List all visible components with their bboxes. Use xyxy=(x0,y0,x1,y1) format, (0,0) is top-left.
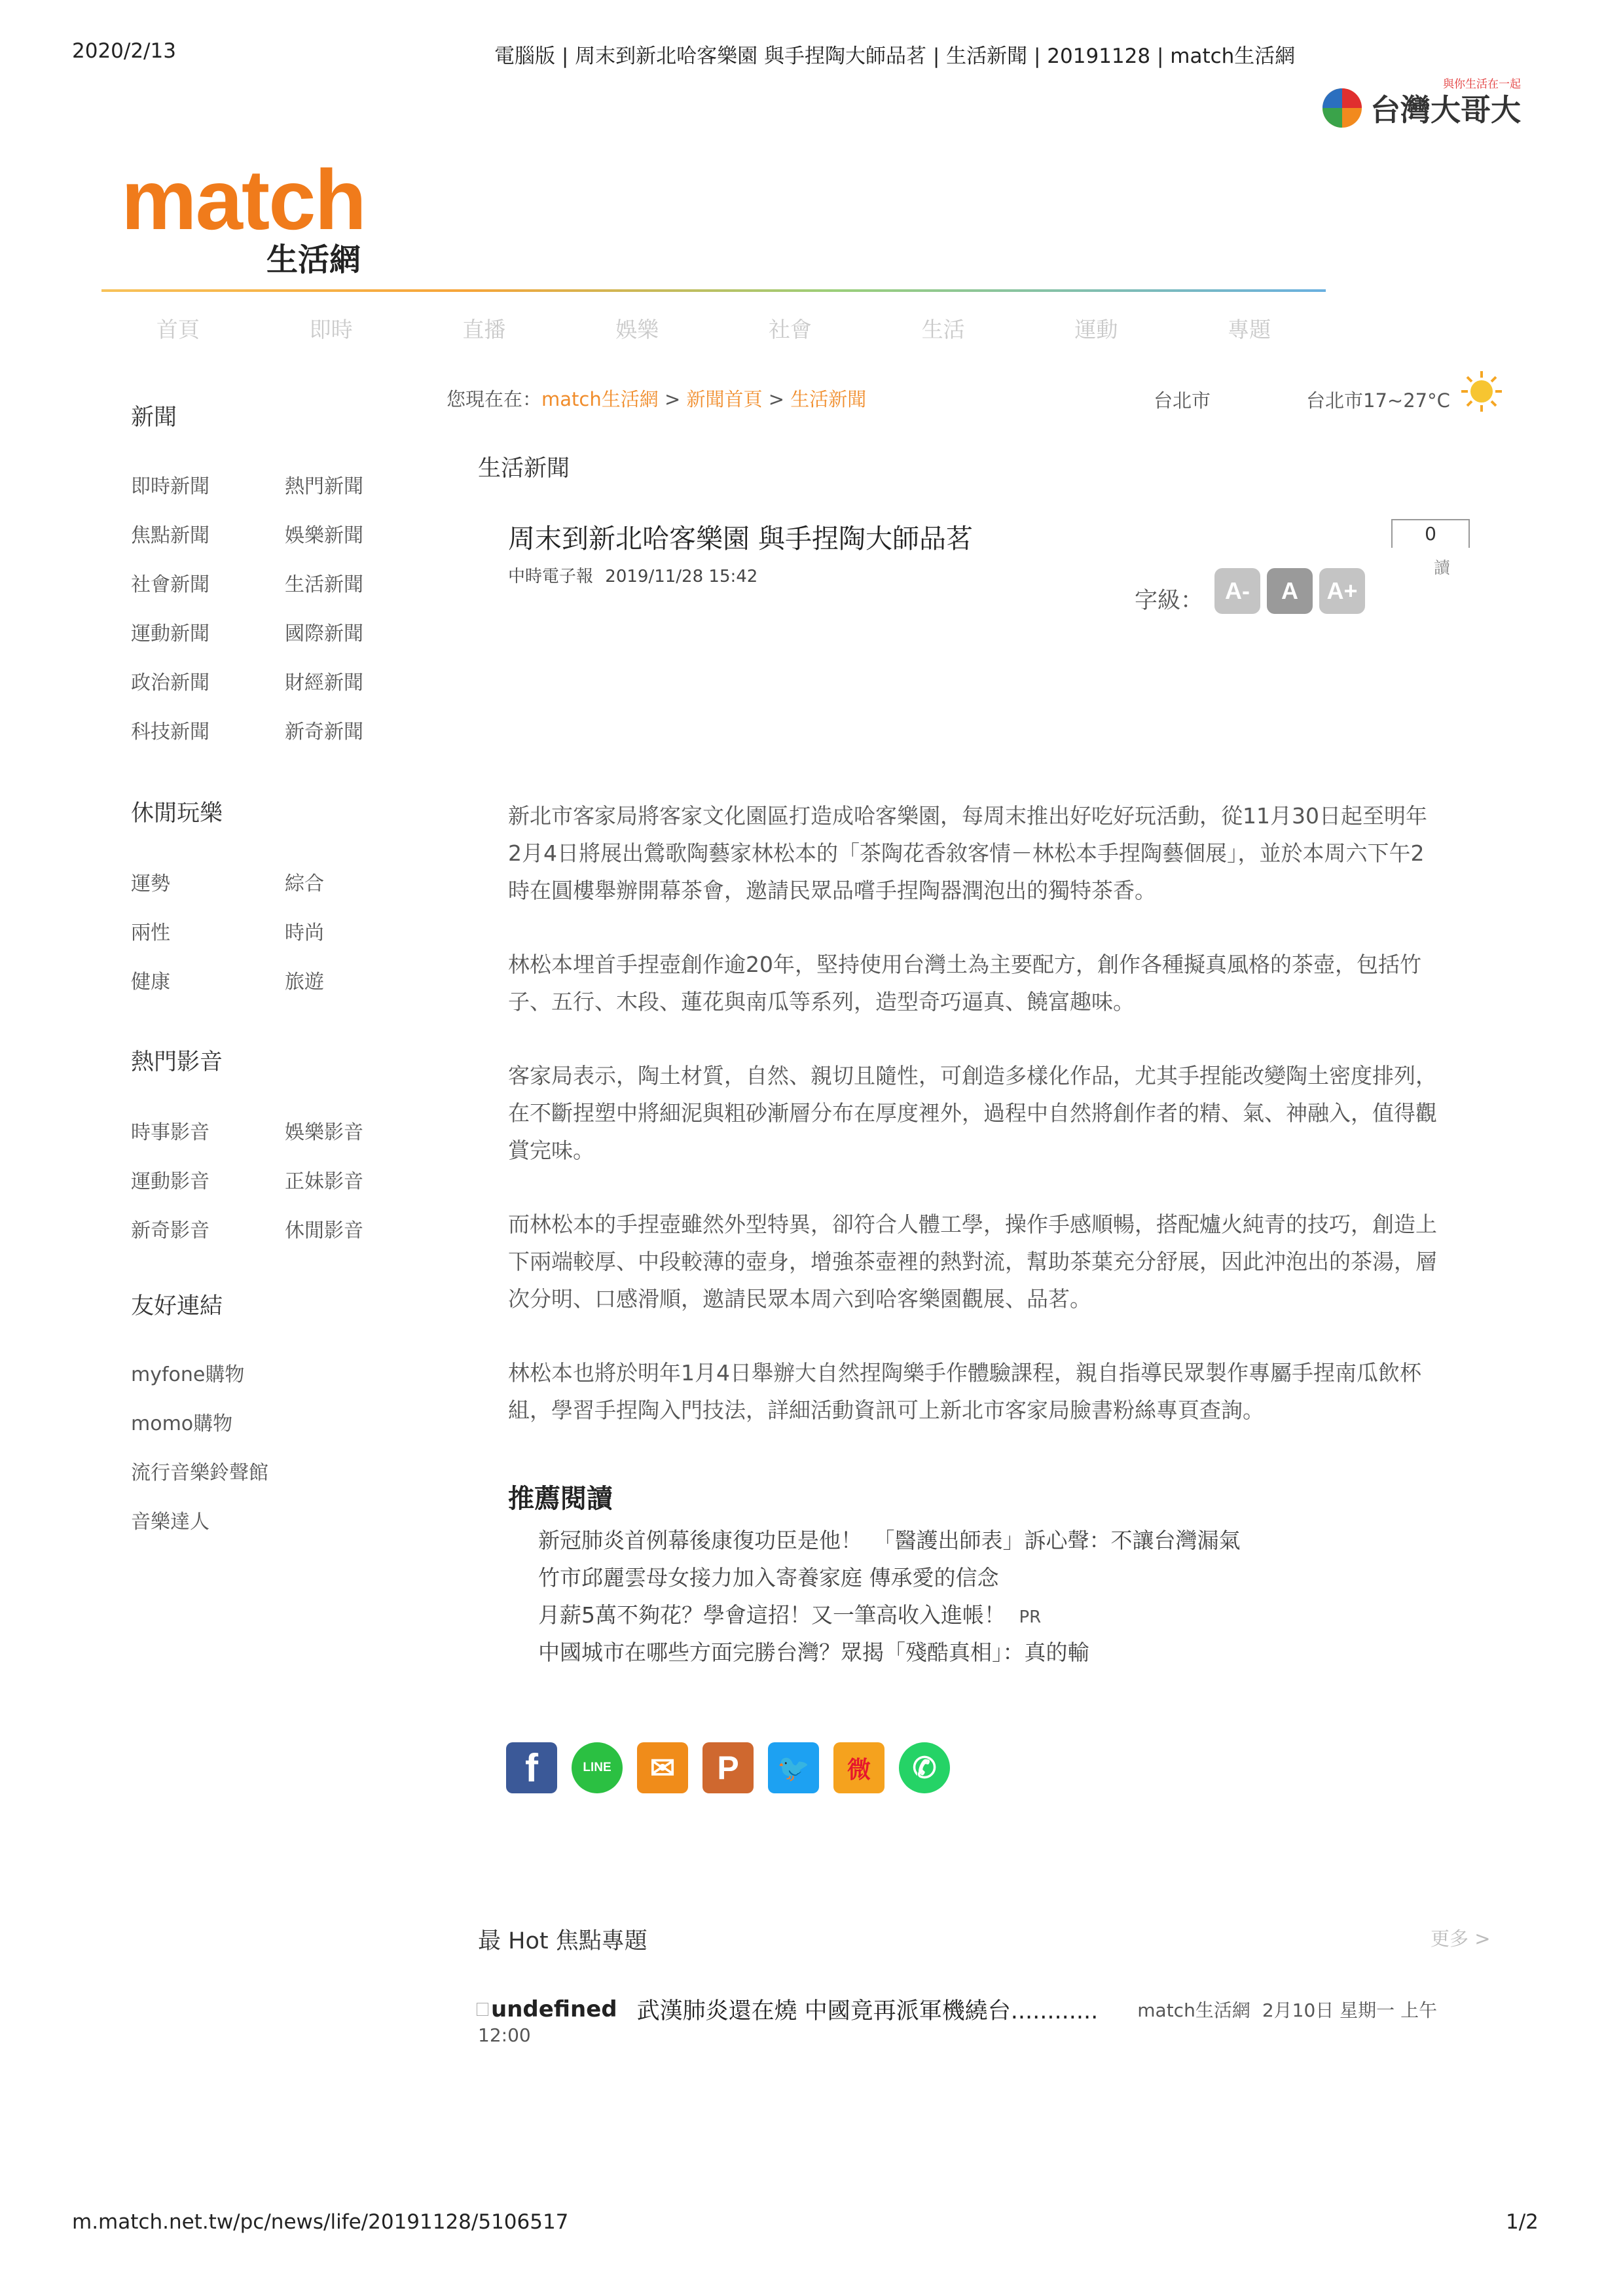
partner-slogan: 與你生活在一起 xyxy=(1443,78,1521,91)
article-title: 周末到新北哈客樂園 與手捏陶大師品茗 xyxy=(508,523,974,554)
sidebar-title-news: 新聞 xyxy=(131,404,177,431)
sidebar-link[interactable]: 流行音樂鈴聲館 xyxy=(131,1462,268,1484)
main-nav xyxy=(101,313,1326,344)
sidebar-link[interactable]: 新奇影音 xyxy=(131,1219,210,1242)
sidebar-link[interactable]: myfone購物 xyxy=(131,1363,245,1386)
hot-more-link[interactable]: 更多 > xyxy=(1431,1928,1491,1950)
sidebar-link[interactable]: 娛樂新聞 xyxy=(285,524,363,547)
nav-item-topics[interactable]: 專題 xyxy=(1228,317,1271,342)
sidebar-link[interactable]: 休閒影音 xyxy=(285,1219,363,1242)
breadcrumb xyxy=(447,385,866,412)
email-share-icon[interactable]: ✉ xyxy=(637,1742,688,1793)
nav-item-entertainment[interactable]: 娛樂 xyxy=(615,317,659,342)
sidebar-link[interactable]: 政治新聞 xyxy=(131,672,210,694)
print-url: m.match.net.tw/pc/news/life/20191128/5106517 xyxy=(72,2210,569,2234)
print-page-title: 電腦版 | 周末到新北哈客樂園 與手捏陶大師品茗 | 生活新聞 | 20191128 | match生活網 xyxy=(494,45,1296,68)
breadcrumb-prefix: 您現在在： xyxy=(447,388,542,410)
partner-name: 台灣大哥大 xyxy=(1370,92,1521,128)
sidebar-title-leisure: 休閒玩樂 xyxy=(131,800,223,827)
sidebar-link[interactable]: 熱門新聞 xyxy=(285,475,363,498)
sidebar-link[interactable]: 社會新聞 xyxy=(131,573,210,596)
hot-title: 最 Hot 焦點專題 xyxy=(478,1928,647,1954)
sidebar-link[interactable]: 即時新聞 xyxy=(131,475,210,498)
recommend-item[interactable]: 竹市邱麗雲母女接力加入寄養家庭 傳承愛的信念 xyxy=(538,1565,999,1590)
sidebar-link[interactable]: 生活新聞 xyxy=(285,573,363,596)
nav-item-live[interactable]: 直播 xyxy=(462,317,506,342)
hot-item[interactable] xyxy=(477,1993,1437,2026)
sidebar-link[interactable]: 運動影音 xyxy=(131,1170,210,1193)
print-date: 2020/2/13 xyxy=(72,39,176,63)
article-paragraph: 而林松本的手捏壺雖然外型特異，卻符合人體工學，操作手感順暢，搭配爐火純青的技巧，創造上下兩端較厚、中段較薄的壺身，增強茶壺裡的熱對流，幫助茶葉充分舒展，因此沖泡出的茶湯，層次分明、口感滑順，邀請民眾本周六到哈客樂園觀展、品茗。 xyxy=(508,1211,1437,1312)
broken-image-icon xyxy=(477,2003,488,2016)
sidebar-link[interactable]: 科技新聞 xyxy=(131,721,210,744)
nav-item-society[interactable]: 社會 xyxy=(768,317,812,342)
sidebar-link[interactable]: momo購物 xyxy=(131,1412,233,1435)
weibo-share-icon[interactable]: 微 xyxy=(833,1742,884,1793)
partner-logo-icon xyxy=(1319,85,1365,131)
sidebar-link[interactable]: 時事影音 xyxy=(131,1121,210,1144)
recommend-title: 推薦閱讀 xyxy=(508,1484,613,1514)
pr-tag: PR xyxy=(1019,1607,1042,1627)
article-source: 中時電子報 xyxy=(508,567,594,586)
read-count-label: 讀 xyxy=(1434,558,1451,577)
site-logo-sub: 生活網 xyxy=(266,242,361,278)
breadcrumb-item-news[interactable]: 新聞首頁 xyxy=(686,388,763,410)
weather-forecast: 台北市17~27°C xyxy=(1306,389,1450,412)
read-count: 0 xyxy=(1391,519,1470,548)
hot-item-source: match生活網 xyxy=(1137,2000,1250,2021)
header-divider xyxy=(101,289,1326,292)
sidebar-link[interactable]: 娛樂影音 xyxy=(285,1121,363,1144)
sidebar-link[interactable]: 兩性 xyxy=(131,922,170,944)
sidebar-link[interactable]: 國際新聞 xyxy=(285,622,363,645)
weather-city[interactable]: 台北市 xyxy=(1154,389,1211,412)
sidebar-link[interactable]: 運動新聞 xyxy=(131,622,210,645)
sidebar-link[interactable]: 運勢 xyxy=(131,872,170,895)
hot-item-headline: 武漢肺炎還在燒 中國竟再派軍機繞台............ xyxy=(636,1998,1099,2024)
recommend-item[interactable]: 中國城市在哪些方面完勝台灣？眾揭「殘酷真相」：真的輸 xyxy=(538,1640,1089,1665)
nav-item-life[interactable]: 生活 xyxy=(921,317,965,342)
print-page-number: 1/2 xyxy=(1506,2210,1539,2234)
hot-item-image-alt: undefined xyxy=(491,1996,617,2022)
breadcrumb-item-life[interactable]: 生活新聞 xyxy=(790,388,867,410)
sun-icon xyxy=(1460,370,1503,416)
breadcrumb-item-home[interactable]: match生活網 xyxy=(541,388,659,410)
sidebar-link[interactable]: 時尚 xyxy=(285,922,324,944)
breadcrumb-separator: > xyxy=(768,388,785,410)
article-paragraph: 新北市客家局將客家文化園區打造成哈客樂園，每周末推出好吃好玩活動，從11月30日起至明年2月4日將展出鶯歌陶藝家林松本的「茶陶花香敘客情－林松本手捏陶藝個展」，並於本周六下午2時在圓樓舉辦開幕茶會，邀請民眾品嚐手捏陶器潤泡出的獨特茶香。 xyxy=(508,803,1427,903)
sidebar-link[interactable]: 正妹影音 xyxy=(285,1170,363,1193)
sidebar-link[interactable]: 財經新聞 xyxy=(285,672,363,694)
font-increase-button[interactable]: A+ xyxy=(1319,568,1365,614)
site-logo[interactable] xyxy=(121,152,365,278)
share-bar xyxy=(506,1742,950,1793)
sidebar-link[interactable]: 新奇新聞 xyxy=(285,721,363,744)
hot-item-time: 2月10日 星期一 上午 xyxy=(1262,2000,1438,2021)
facebook-share-icon[interactable]: f xyxy=(506,1742,557,1793)
article-datetime: 2019/11/28 15:42 xyxy=(605,567,758,586)
font-decrease-button[interactable]: A- xyxy=(1214,568,1260,614)
sidebar-link[interactable]: 綜合 xyxy=(285,872,324,895)
article-paragraph: 客家局表示，陶土材質，自然、親切且隨性，可創造多樣化作品，尤其手捏能改變陶土密度排列，在不斷捏塑中將細泥與粗砂漸層分布在厚度裡外，過程中自然將創作者的精、氣、神融入，值得觀賞完味。 xyxy=(508,1063,1437,1163)
twitter-share-icon[interactable]: 🐦 xyxy=(768,1742,819,1793)
font-default-button[interactable]: A xyxy=(1267,568,1313,614)
sidebar-link[interactable]: 旅遊 xyxy=(285,971,324,994)
article-meta xyxy=(508,563,757,587)
breadcrumb-separator: > xyxy=(664,388,681,410)
article-body xyxy=(508,797,1438,1429)
article-paragraph: 林松本埋首手捏壺創作逾20年，堅持使用台灣土為主要配方，創作各種擬真風格的茶壺，包括竹子、五行、木段、蓮花與南瓜等系列，造型奇巧逼真、饒富趣味。 xyxy=(508,952,1421,1014)
recommend-item[interactable] xyxy=(538,1598,1041,1629)
recommend-item-text: 月薪5萬不夠花？學會這招！又一筆高收入進帳！ xyxy=(538,1602,1006,1628)
sidebar-link[interactable]: 焦點新聞 xyxy=(131,524,210,547)
site-logo-text: match xyxy=(121,152,365,247)
nav-item-home[interactable]: 首頁 xyxy=(156,317,200,342)
article-paragraph: 林松本也將於明年1月4日舉辦大自然捏陶樂手作體驗課程，親自指導民眾製作專屬手捏南瓜飲杯組，學習手捏陶入門技法，詳細活動資訊可上新北市客家局臉書粉絲專頁查詢。 xyxy=(508,1360,1421,1423)
plurk-share-icon[interactable]: P xyxy=(702,1742,754,1793)
sidebar-title-links: 友好連結 xyxy=(131,1293,223,1319)
nav-item-instant[interactable]: 即時 xyxy=(309,317,353,342)
recommend-item[interactable]: 新冠肺炎首例幕後康復功臣是他！ 「醫護出師表」訴心聲：不讓台灣漏氣 xyxy=(538,1528,1241,1553)
line-share-icon[interactable]: LINE xyxy=(572,1742,623,1793)
sidebar-link[interactable]: 音樂達人 xyxy=(131,1511,210,1534)
hot-item-time-cont: 12:00 xyxy=(478,2024,531,2046)
partner-logo[interactable] xyxy=(1319,78,1521,131)
sidebar-title-videos: 熱門影音 xyxy=(131,1049,223,1075)
nav-item-sports[interactable]: 運動 xyxy=(1074,317,1118,342)
section-label: 生活新聞 xyxy=(478,456,570,482)
font-size-label: 字級： xyxy=(1135,588,1204,614)
whatsapp-share-icon[interactable]: ✆ xyxy=(899,1742,950,1793)
sidebar-link[interactable]: 健康 xyxy=(131,971,170,994)
